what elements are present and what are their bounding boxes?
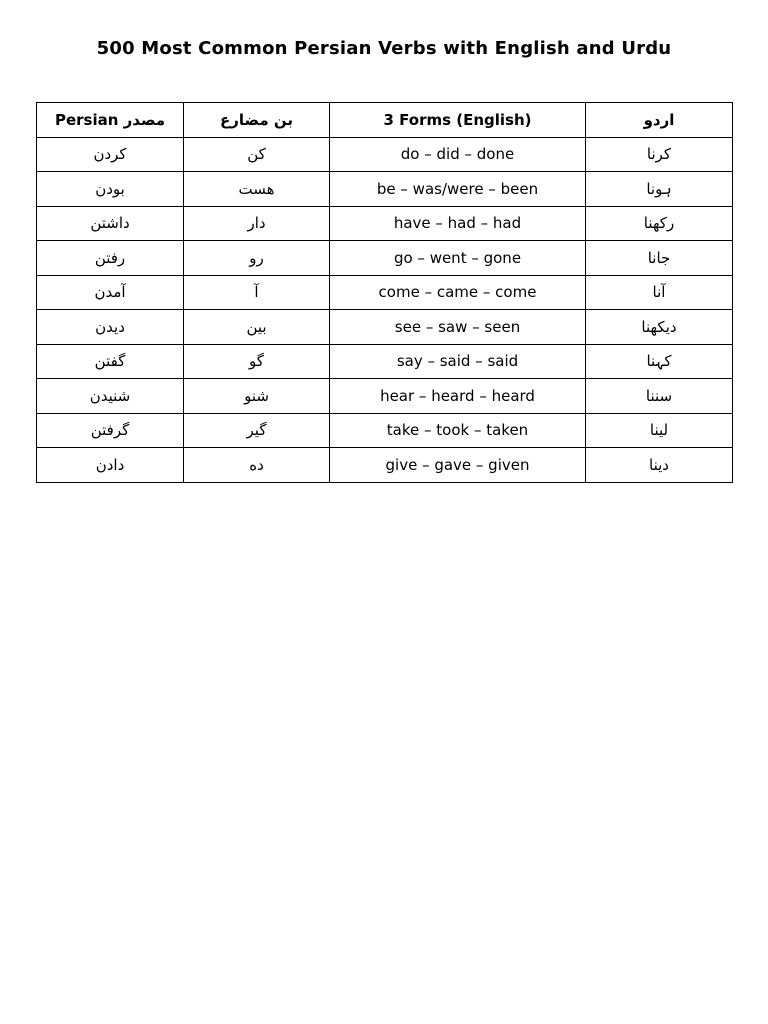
table-header-row [37,103,733,138]
english-forms-cell: come – came – come [330,275,586,310]
persian-infinitive-cell: کردن [37,137,184,172]
english-forms-cell: take – took – taken [330,413,586,448]
urdu-cell: رکھنا [586,206,733,241]
present-stem-cell: ده [184,448,330,483]
table-row [37,206,733,241]
header-persian-infinitive: Persian مصدر [37,103,184,138]
urdu-cell: کرنا [586,137,733,172]
persian-infinitive-cell: دادن [37,448,184,483]
english-forms-cell: have – had – had [330,206,586,241]
present-stem-cell: بین [184,310,330,345]
header-urdu: اردو [586,103,733,138]
english-forms-cell: give – gave – given [330,448,586,483]
table-row [37,344,733,379]
persian-infinitive-cell: دیدن [37,310,184,345]
present-stem-cell: هست [184,172,330,207]
present-stem-cell: آ [184,275,330,310]
present-stem-cell: کن [184,137,330,172]
header-present-stem: بن مضارع [184,103,330,138]
persian-infinitive-cell: رفتن [37,241,184,276]
persian-infinitive-cell: گفتن [37,344,184,379]
table-row [37,413,733,448]
table-row [37,379,733,414]
present-stem-cell: گو [184,344,330,379]
table-row [37,241,733,276]
urdu-cell: آنا [586,275,733,310]
persian-infinitive-cell: داشتن [37,206,184,241]
urdu-cell: جانا [586,241,733,276]
present-stem-cell: رو [184,241,330,276]
table-row [37,172,733,207]
urdu-cell: دینا [586,448,733,483]
urdu-cell: کہنا [586,344,733,379]
table-row [37,448,733,483]
urdu-cell: لینا [586,413,733,448]
english-forms-cell: be – was/were – been [330,172,586,207]
persian-infinitive-cell: آمدن [37,275,184,310]
table-row [37,310,733,345]
english-forms-cell: see – saw – seen [330,310,586,345]
page-title: 500 Most Common Persian Verbs with English and Urdu [96,38,672,59]
persian-infinitive-cell: گرفتن [37,413,184,448]
present-stem-cell: دار [184,206,330,241]
english-forms-cell: hear – heard – heard [330,379,586,414]
urdu-cell: سننا [586,379,733,414]
present-stem-cell: شنو [184,379,330,414]
persian-infinitive-cell: شنیدن [37,379,184,414]
urdu-cell: دیکھنا [586,310,733,345]
urdu-cell: ہونا [586,172,733,207]
verbs-table [36,102,733,483]
english-forms-cell: go – went – gone [330,241,586,276]
table-row [37,275,733,310]
present-stem-cell: گیر [184,413,330,448]
english-forms-cell: say – said – said [330,344,586,379]
header-english-forms: 3 Forms (English) [330,103,586,138]
persian-infinitive-cell: بودن [37,172,184,207]
table-row [37,137,733,172]
english-forms-cell: do – did – done [330,137,586,172]
